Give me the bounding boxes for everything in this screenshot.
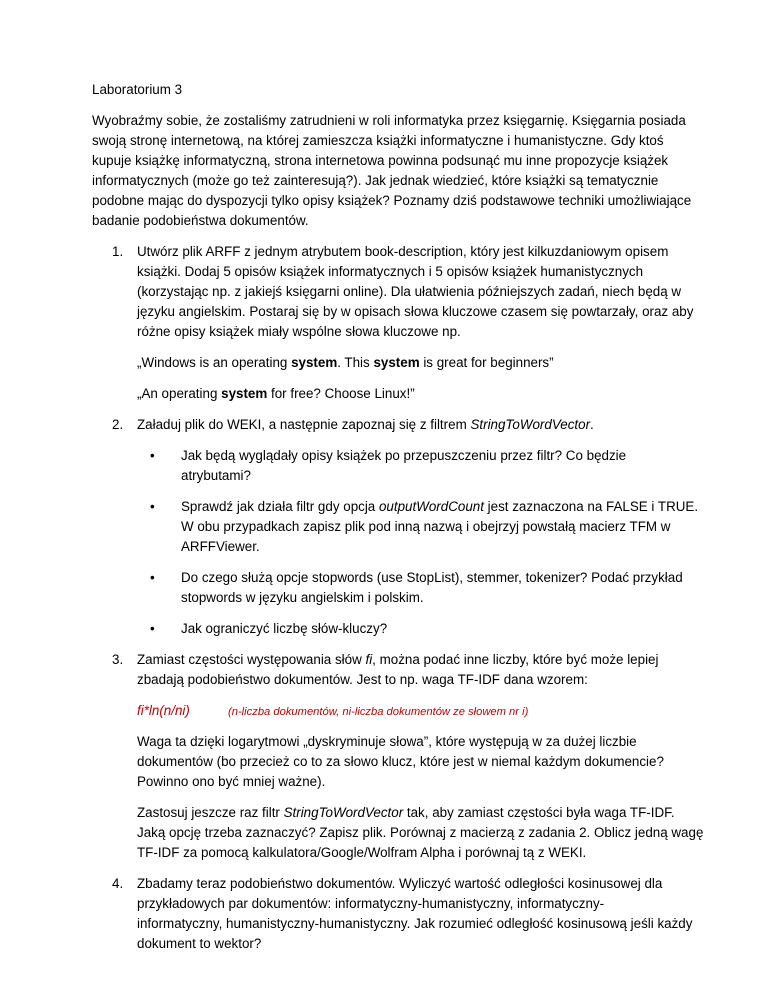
bullet-text: jest zaznaczona na FALSE i TRUE.	[483, 499, 699, 514]
item-text-line	[137, 415, 594, 435]
bullet-text-line: ARFFViewer.	[181, 539, 260, 554]
filter-name: StringToWordVector	[283, 805, 404, 820]
bullet-text-line: Jak ograniczyć liczbę słów-kluczy?	[181, 621, 388, 636]
bullet-text: Sprawdź jak działa filtr gdy opcja	[181, 499, 379, 514]
item-text-line: (korzystając np. z jakiejś księgarni online). Dla ułatwienia późniejszych zadań, niech będą w	[137, 284, 682, 299]
item-text-line: książki. Dodaj 5 opisów książek informatycznych i 5 opisów książek humanistycznych	[137, 264, 644, 279]
item-text-line: dokumentów (bo przecież co to za słowo klucz, które jest w niemal każdym dokumencie?	[137, 754, 664, 769]
intro-line: Wyobraźmy sobie, że zostaliśmy zatrudnieni w roli informatyka przez księgarnię. Księgarnia posiada	[92, 113, 686, 128]
bullet-icon: •	[150, 499, 155, 514]
item-text-line: przykładowych par dokumentów: informatyczny-humanistyczny, informatyczny-	[137, 896, 605, 911]
list-number: 4.	[112, 876, 124, 891]
bullet-text-line: atrybutami?	[181, 468, 251, 483]
item-text-line: Utwórz plik ARFF z jednym atrybutem book-description, który jest kilkuzdaniowym opisem	[137, 244, 669, 259]
item-text-line: Waga ta dzięki logarytmowi „dyskryminuje słowa”, które występują w za dużej liczbie	[137, 734, 637, 749]
example-sentence-1	[137, 353, 554, 373]
intro-line: kupuje książkę informatyczną, strona internetowa powinna podsunąć mu inne propozycje książek	[92, 153, 669, 168]
example-text: „Windows is an operating	[137, 355, 292, 370]
intro-line: informatycznych (może go też zainteresują?). Jak jednak wiedzieć, które książki są tematycznie	[92, 173, 659, 188]
item-text-line: Jaką opcję trzeba zaznaczyć? Zapisz plik. Porównaj z macierzą z zadania 2. Oblicz jedną wagę	[137, 825, 704, 840]
item-text: Załaduj plik do WEKI, a następnie zapoznaj się z filtrem	[137, 417, 471, 432]
formula-note-text: (n-liczba dokumentów, ni-liczba dokumentów ze słowem nr i)	[228, 706, 529, 718]
item-text: .	[590, 417, 594, 432]
intro-line: swoją stronę internetową, na której zamieszcza książki informatyczne i humanistyczne. Gdy ktoś	[92, 133, 664, 148]
example-keyword: system	[373, 355, 420, 370]
item-text: , można podać inne liczby, które być może lepiej	[372, 652, 659, 667]
intro-line: podobne mając do dyspozycji tylko opisy książek? Poznamy dziś podstawowe techniki umożliwiające	[92, 193, 692, 208]
item-text-line: Powinno ono być mniej ważne).	[137, 774, 326, 789]
item-text: Zamiast częstości występowania słów	[137, 652, 366, 667]
item-text-line	[137, 650, 658, 670]
bullet-text-line: Do czego służą opcje stopwords (use StopList), stemmer, tokenizer? Podać przykład	[181, 570, 683, 585]
bullet-icon: •	[150, 621, 155, 636]
item-text-line: Zbadamy teraz podobieństwo dokumentów. Wyliczyć wartość odległości kosinusowej dla	[137, 876, 663, 891]
example-keyword: system	[291, 355, 338, 370]
item-text-line: języku angielskim. Postaraj się by w opisach słowa kluczowe czasem się powtarzały, oraz aby	[137, 304, 694, 319]
bullet-text-line: Jak będą wyglądały opisy książek po przepuszczeniu przez filtr? Co będzie	[181, 448, 627, 463]
formula	[137, 701, 190, 721]
item-text-line: zbadają podobieństwo dokumentów. Jest to np. waga TF-IDF dana wzorem:	[137, 672, 588, 687]
filter-name: StringToWordVector	[470, 417, 591, 432]
item-text-line: różne opisy książek miały wspólne słowa kluczowe np.	[137, 324, 461, 339]
bullet-icon: •	[150, 570, 155, 585]
list-number: 2.	[112, 417, 124, 432]
bullet-text-line	[181, 497, 698, 517]
bullet-text-line: W obu przypadkach zapisz plik pod inną nazwą i obejrzyj powstałą macierz TFM w	[181, 519, 671, 534]
example-sentence-2	[137, 384, 415, 404]
item-text-line: informatyczny, humanistyczny-humanistyczny. Jak rozumieć odległość kosinusową jeśli każdy	[137, 916, 693, 931]
list-number: 1.	[112, 244, 124, 259]
item-text-line: dokument to wektor?	[137, 936, 262, 951]
option-name: outputWordCount	[378, 499, 484, 514]
bullet-text-line: stopwords w języku angielskim i polskim.	[181, 590, 424, 605]
example-text: . This	[337, 355, 374, 370]
formula-note	[228, 702, 528, 722]
example-text: „An operating	[137, 386, 222, 401]
item-text-line: TF-IDF za pomocą kalkulatora/Google/Wolfram Alpha i porównaj tą z WEKI.	[137, 845, 587, 860]
bullet-icon: •	[150, 448, 155, 463]
item-text: tak, aby zamiast częstości była waga TF-IDF.	[403, 805, 675, 820]
variable-name: fi	[365, 652, 373, 667]
intro-line: badanie podobieństwa dokumentów.	[92, 213, 309, 228]
item-text: Zastosuj jeszcze raz filtr	[137, 805, 284, 820]
list-number: 3.	[112, 652, 124, 667]
example-text: for free? Choose Linux!”	[267, 386, 415, 401]
item-text-line	[137, 803, 675, 823]
page-title: Laboratorium 3	[92, 82, 183, 97]
example-text: is great for beginners”	[419, 355, 554, 370]
formula-text: fi*ln(n/ni)	[137, 703, 190, 718]
example-keyword: system	[221, 386, 268, 401]
